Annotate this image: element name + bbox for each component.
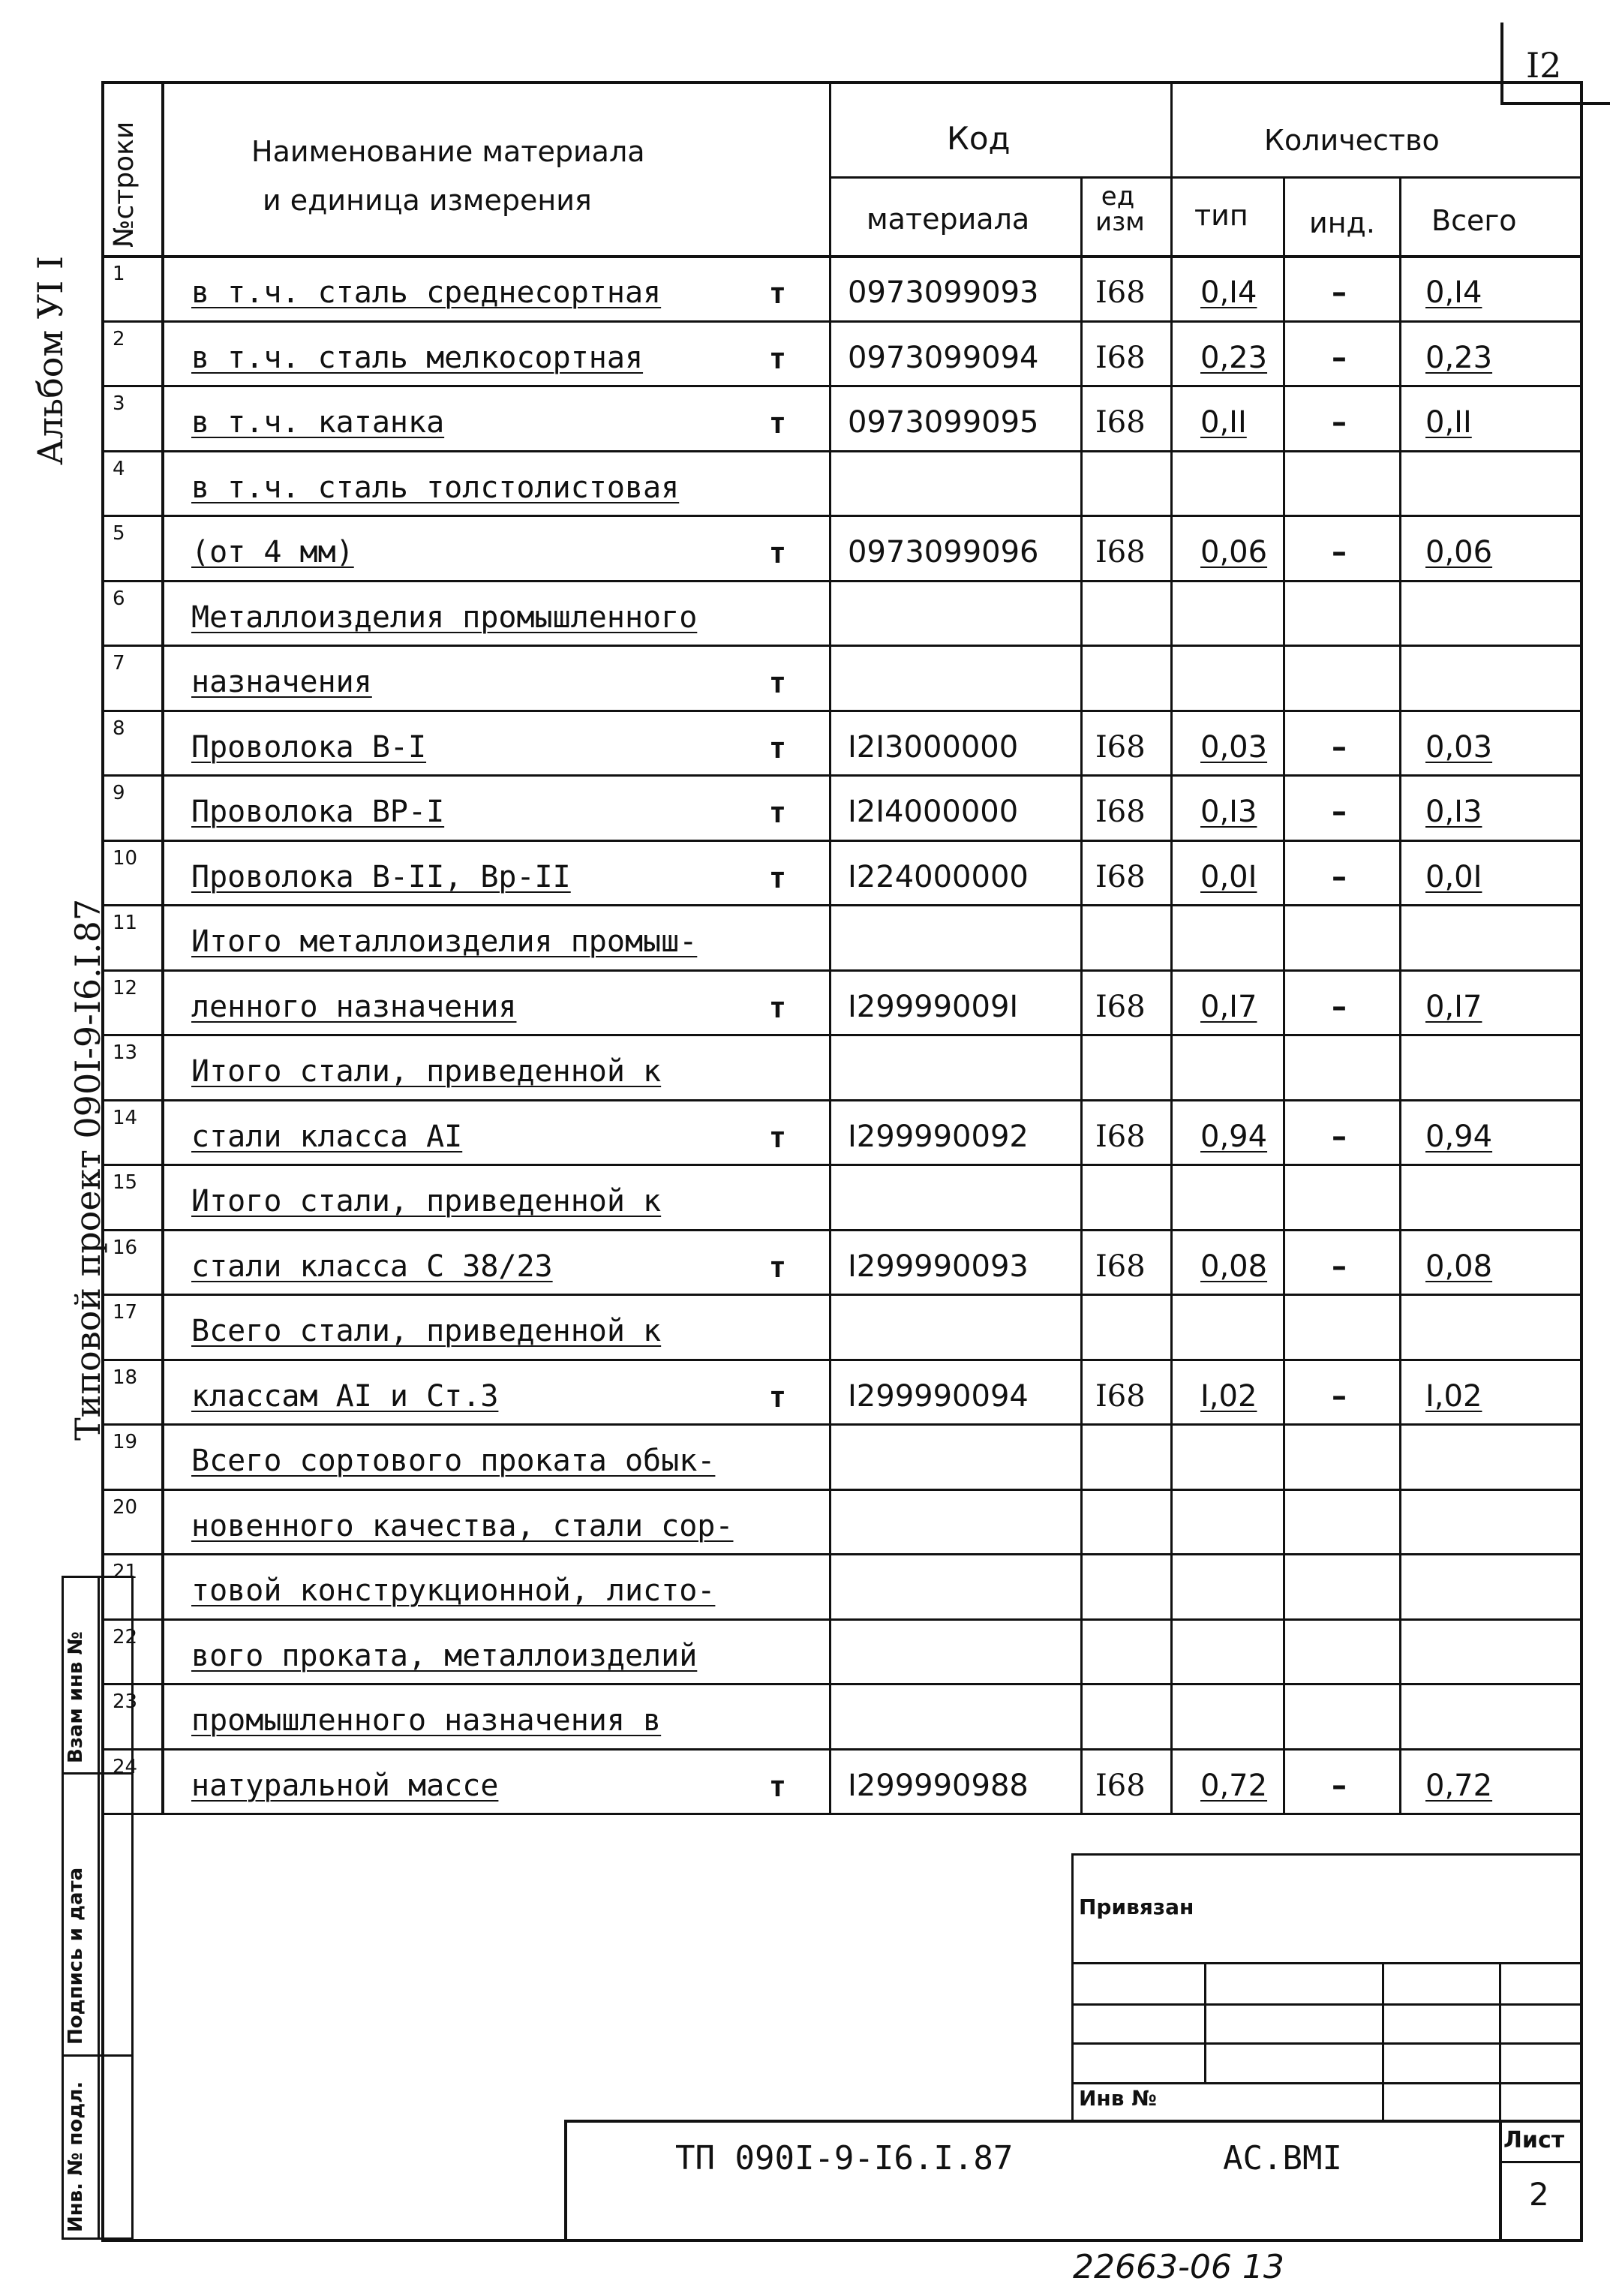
row-code: 0973099096 xyxy=(848,535,1039,569)
row-unit: I68 xyxy=(1095,989,1146,1024)
row-unit: I68 xyxy=(1095,275,1146,310)
header-material: материала xyxy=(867,203,1030,236)
row-number: 22 xyxy=(113,1625,138,1648)
row-code: 0973099095 xyxy=(848,405,1039,440)
side-stamp-inner-line xyxy=(98,1576,100,2240)
row-total: 0,03 xyxy=(1425,729,1493,765)
row-name: Итого стали, приведенной к xyxy=(191,1184,662,1219)
header-unit: ед изм xyxy=(1095,182,1145,237)
row-type: 0,08 xyxy=(1200,1249,1268,1284)
table-rule xyxy=(1080,176,1083,1813)
row-unit: I68 xyxy=(1095,1249,1146,1284)
row-ind: – xyxy=(1332,795,1347,829)
row-number: 11 xyxy=(113,912,138,934)
row-number: 4 xyxy=(113,457,125,480)
row-unit: I68 xyxy=(1095,859,1146,894)
row-number: 17 xyxy=(113,1301,138,1324)
row-number: 3 xyxy=(113,392,125,415)
row-total: 0,I3 xyxy=(1425,795,1482,829)
row-name: Всего сортового проката обык- xyxy=(191,1444,716,1478)
row-ind: – xyxy=(1332,535,1347,569)
table-rule xyxy=(101,1489,1583,1491)
row-unit: I68 xyxy=(1095,795,1146,829)
row-number: 7 xyxy=(113,652,125,675)
title-block-top xyxy=(564,2120,1583,2123)
table-rule xyxy=(101,1034,1583,1036)
table-rule xyxy=(101,645,1583,647)
row-name: Итого стали, приведенной к xyxy=(191,1054,662,1089)
row-unit-char: т xyxy=(769,1250,786,1284)
row-unit-char: т xyxy=(769,341,786,375)
row-unit-char: т xyxy=(769,277,786,310)
row-name: в т.ч. сталь мелкосортная xyxy=(191,340,644,375)
sheet-label: Лист xyxy=(1503,2127,1565,2153)
stamp-privyazan: Привязан xyxy=(1079,1895,1194,1919)
row-type: 0,I7 xyxy=(1200,989,1257,1024)
table-rule xyxy=(101,1359,1583,1361)
row-type: 0,23 xyxy=(1200,340,1268,375)
row-code: I299990092 xyxy=(848,1119,1029,1154)
table-rule xyxy=(101,774,1583,777)
table-rule xyxy=(101,580,1583,582)
table-rule xyxy=(161,81,164,1813)
table-rule xyxy=(101,904,1583,906)
header-quantity: Количество xyxy=(1264,124,1440,157)
row-number: 8 xyxy=(113,717,125,740)
table-rule xyxy=(101,320,1583,323)
row-type: 0,I3 xyxy=(1200,795,1257,829)
table-rule xyxy=(101,255,1583,258)
row-total: 0,72 xyxy=(1425,1768,1493,1803)
header-total: Всего xyxy=(1431,204,1517,237)
row-name: классам АI и Ст.3 xyxy=(191,1378,499,1414)
row-name: Металлоизделия промышленного xyxy=(191,600,698,635)
table-rule xyxy=(101,1294,1583,1296)
row-code: I29999009I xyxy=(848,989,1019,1024)
row-total: 0,0I xyxy=(1425,859,1482,894)
row-total: 0,II xyxy=(1425,405,1472,440)
table-rule xyxy=(101,1229,1583,1231)
row-total: 0,I4 xyxy=(1425,275,1482,310)
row-unit-char: т xyxy=(769,796,786,829)
doc-mark: АС.ВМI xyxy=(1223,2139,1342,2177)
stamp-line xyxy=(1499,1962,1501,2120)
side-stamp-inv-podl: Инв. № подл. xyxy=(65,2081,87,2232)
row-ind: – xyxy=(1332,989,1347,1024)
row-ind: – xyxy=(1332,1119,1347,1154)
row-type: 0,0I xyxy=(1200,859,1257,894)
title-block-left xyxy=(564,2120,567,2242)
row-unit: I68 xyxy=(1095,1378,1146,1414)
header-ind: инд. xyxy=(1309,206,1375,239)
side-stamp-podpis: Подпись и дата xyxy=(65,1867,87,2045)
row-name: Проволока В-I xyxy=(191,729,427,765)
table-rule xyxy=(101,710,1583,712)
row-name: натуральной массе xyxy=(191,1768,499,1803)
table-rule xyxy=(1170,81,1173,1813)
header-row-no: №строки xyxy=(109,121,140,248)
row-total: I,02 xyxy=(1425,1378,1482,1414)
row-total: 0,23 xyxy=(1425,340,1493,375)
row-total: 0,06 xyxy=(1425,535,1493,569)
row-unit: I68 xyxy=(1095,340,1146,375)
row-code: I224000000 xyxy=(848,859,1029,894)
table-rule xyxy=(101,385,1583,387)
row-unit-char: т xyxy=(769,731,786,765)
row-unit-char: т xyxy=(769,1120,786,1154)
row-name: в т.ч. сталь толстолистовая xyxy=(191,470,680,505)
row-total: 0,94 xyxy=(1425,1119,1493,1154)
row-type: 0,I4 xyxy=(1200,275,1257,310)
stamp-line xyxy=(1071,1853,1583,1856)
table-rule xyxy=(101,1748,1583,1751)
header-name-line2: и единица измерения xyxy=(263,184,592,217)
stamp-line xyxy=(1071,1962,1583,1964)
row-type: 0,72 xyxy=(1200,1768,1268,1803)
row-name: (от 4 мм) xyxy=(191,535,354,569)
row-code: 0973099094 xyxy=(848,340,1039,375)
row-name: промышленного назначения в xyxy=(191,1703,662,1738)
footer-number: 22663-06 13 xyxy=(1073,2248,1284,2286)
row-unit-char: т xyxy=(769,666,786,699)
table-rule xyxy=(101,1164,1583,1166)
doc-code: ТП 090I-9-I6.I.87 xyxy=(675,2139,1014,2177)
table-rule xyxy=(101,1099,1583,1101)
row-number: 15 xyxy=(113,1171,138,1194)
table-rule xyxy=(1399,176,1401,1813)
title-block-sheet-divider xyxy=(1499,2120,1502,2242)
page-number: I2 xyxy=(1526,45,1562,86)
row-number: 19 xyxy=(113,1431,138,1453)
header-type: тип xyxy=(1194,199,1248,232)
table-rule xyxy=(101,969,1583,972)
side-stamp-vzam: Взам инв № xyxy=(65,1631,87,1763)
row-number: 12 xyxy=(113,976,138,999)
row-number: 1 xyxy=(113,263,125,285)
row-number: 21 xyxy=(113,1561,138,1583)
row-unit: I68 xyxy=(1095,535,1146,569)
table-rule xyxy=(1283,176,1285,1813)
table-rule xyxy=(829,176,1583,179)
row-type: 0,03 xyxy=(1200,729,1268,765)
row-ind: – xyxy=(1332,275,1347,310)
row-unit-char: т xyxy=(769,861,786,894)
table-rule xyxy=(101,450,1583,452)
table-rule xyxy=(101,1618,1583,1621)
table-rule xyxy=(101,1423,1583,1426)
table-rule xyxy=(101,840,1583,842)
row-unit-char: т xyxy=(769,407,786,440)
row-name: вого проката, металлоизделий xyxy=(191,1638,698,1673)
row-unit: I68 xyxy=(1095,729,1146,765)
row-name: назначения xyxy=(191,665,372,699)
row-ind: – xyxy=(1332,859,1347,894)
table-rule xyxy=(101,1683,1583,1685)
album-label: Альбом УI I xyxy=(30,255,71,465)
row-number: 9 xyxy=(113,782,125,804)
row-type: I,02 xyxy=(1200,1378,1257,1414)
row-type: 0,II xyxy=(1200,405,1247,440)
row-code: 0973099093 xyxy=(848,275,1039,310)
row-name: Итого металлоизделия промыш- xyxy=(191,924,698,959)
row-number: 20 xyxy=(113,1495,138,1519)
sheet-number: 2 xyxy=(1529,2176,1549,2213)
row-number: 18 xyxy=(113,1366,138,1389)
row-unit-char: т xyxy=(769,536,786,569)
row-ind: – xyxy=(1332,1768,1347,1803)
table-rule xyxy=(101,1813,1583,1815)
stamp-line xyxy=(1071,2082,1583,2084)
row-unit: I68 xyxy=(1095,1768,1146,1803)
row-name: товой конструкционной, листо- xyxy=(191,1573,716,1608)
row-total: 0,I7 xyxy=(1425,989,1482,1024)
stamp-inv-no: Инв № xyxy=(1079,2086,1157,2111)
row-unit: I68 xyxy=(1095,405,1146,440)
stamp-line xyxy=(1071,1853,1074,2120)
row-name: Проволока ВР-I xyxy=(191,795,445,829)
row-ind: – xyxy=(1332,729,1347,765)
stamp-line xyxy=(1071,2003,1583,2006)
project-label: Типовой проект 090I-9-I6.I.87 xyxy=(68,898,108,1441)
table-rule xyxy=(101,1553,1583,1555)
table-rule xyxy=(101,515,1583,517)
row-code: I299990988 xyxy=(848,1768,1029,1803)
row-ind: – xyxy=(1332,1378,1347,1414)
row-total: 0,08 xyxy=(1425,1249,1493,1284)
row-number: 23 xyxy=(113,1690,138,1713)
row-name: новенного качества, стали сор- xyxy=(191,1508,734,1543)
row-number: 5 xyxy=(113,522,125,545)
row-ind: – xyxy=(1332,405,1347,440)
row-number: 13 xyxy=(113,1041,138,1064)
stamp-line xyxy=(1204,1962,1206,2082)
row-unit-char: т xyxy=(769,990,786,1024)
row-name: в т.ч. сталь среднесортная xyxy=(191,275,662,310)
row-number: 2 xyxy=(113,327,125,350)
row-name: Проволока В-II, Вр-II xyxy=(191,859,571,894)
row-name: стали класса С 38/23 xyxy=(191,1249,553,1284)
title-block-sheet-line xyxy=(1499,2161,1583,2163)
row-type: 0,06 xyxy=(1200,535,1268,569)
header-name-line1: Наименование материала xyxy=(251,135,645,168)
row-number: 24 xyxy=(113,1755,138,1778)
row-code: I2I4000000 xyxy=(848,795,1019,829)
row-code: I299990094 xyxy=(848,1378,1029,1414)
row-number: 6 xyxy=(113,587,125,610)
row-unit: I68 xyxy=(1095,1119,1146,1154)
row-name: ленного назначения xyxy=(191,989,517,1024)
row-name: Всего стали, приведенной к xyxy=(191,1314,662,1348)
header-code: Код xyxy=(947,120,1011,157)
row-unit-char: т xyxy=(769,1380,786,1414)
row-ind: – xyxy=(1332,1249,1347,1284)
row-code: I2I3000000 xyxy=(848,729,1019,765)
row-number: 14 xyxy=(113,1106,138,1129)
stamp-line xyxy=(1382,1962,1384,2120)
row-type: 0,94 xyxy=(1200,1119,1268,1154)
row-ind: – xyxy=(1332,340,1347,375)
row-name: стали класса АI xyxy=(191,1119,463,1154)
row-unit-char: т xyxy=(769,1769,786,1803)
row-code: I299990093 xyxy=(848,1249,1029,1284)
row-number: 16 xyxy=(113,1236,138,1259)
row-name: в т.ч. катанка xyxy=(191,405,445,440)
stamp-line xyxy=(1071,2042,1583,2045)
row-number: 10 xyxy=(113,846,138,870)
table-rule xyxy=(829,81,831,1813)
